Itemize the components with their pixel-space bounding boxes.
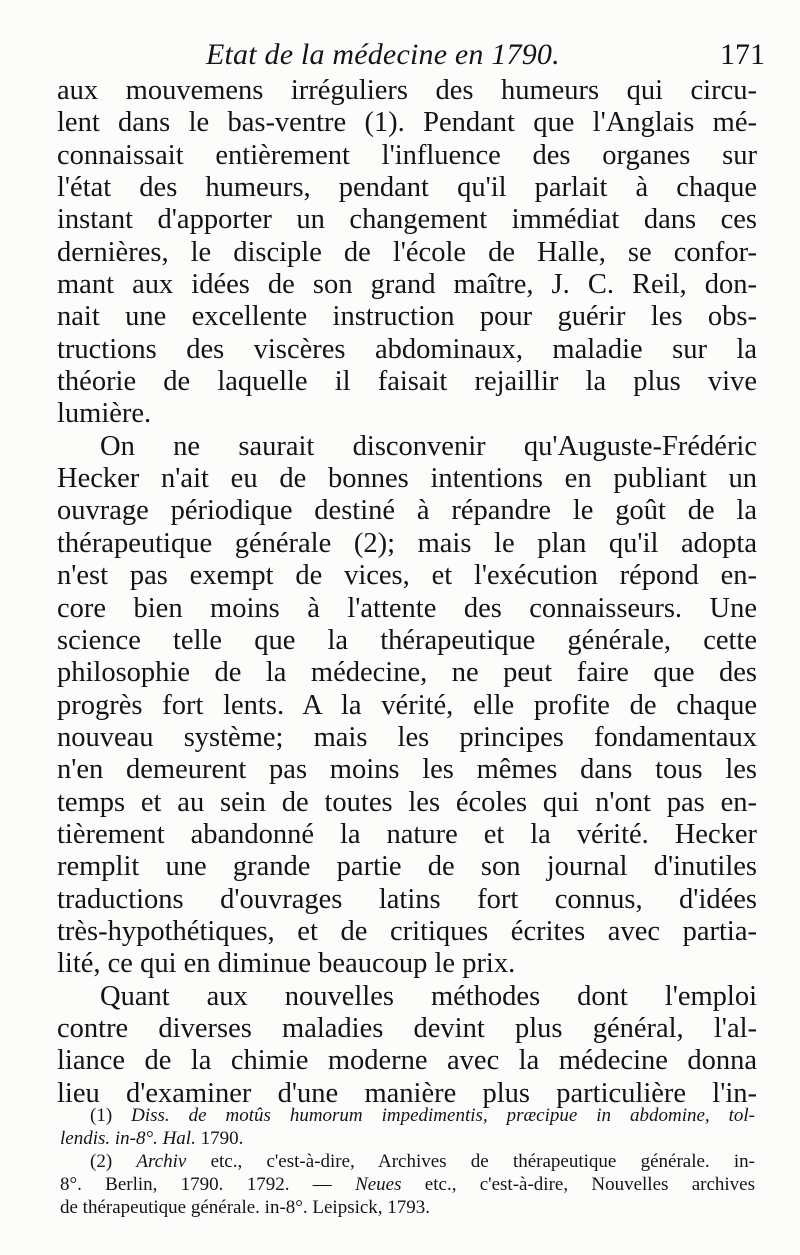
text-line: n'en demeurent pas moins les mêmes dans tous les	[57, 754, 757, 786]
text-line: l'état des humeurs, pendant qu'il parlait à chaque	[57, 172, 757, 204]
running-title: Etat de la médecine en 1790.	[206, 38, 560, 71]
text-line: nouveau système; mais les principes fondamentaux	[57, 721, 757, 753]
text-line: liance de la chimie moderne avec la médecine donna	[57, 1045, 757, 1077]
text-line: temps et au sein de toutes les écoles qui n'ont pas en-	[57, 786, 757, 818]
text-line: mant aux idées de son grand maître, J. C. Reil, don-	[57, 269, 757, 301]
text-line: instant d'apporter un changement immédiat dans ces	[57, 204, 757, 236]
paragraph-start-line: Quant aux nouvelles méthodes dont l'emploi	[100, 980, 757, 1012]
text-line: thérapeutique générale (2); mais le plan qu'il adopta	[57, 527, 757, 559]
footnote-1-title-end: lendis. in-8°. Hal.	[60, 1128, 196, 1149]
footnote-2-marker: (2)	[90, 1151, 113, 1172]
footnote-2-line-2-title: Neues	[355, 1174, 402, 1195]
footnote-2-line-1-text: etc., c'est-à-dire, Archives de thérapeutique générale. in-	[210, 1151, 756, 1172]
text-line: contre diverses maladies devint plus général, l'al-	[57, 1012, 757, 1044]
footnotes	[60, 1104, 755, 1219]
text-line: Hecker n'ait eu de bonnes intentions en publiant un	[57, 463, 757, 495]
footnote-2-line-1	[60, 1150, 755, 1173]
text-line: connaissait entièrement l'influence des organes sur	[57, 139, 757, 171]
footnote-1-title: Diss. de motûs humorum impedimentis, præcipue in abdomine, tol-	[131, 1105, 756, 1126]
page-number: 171	[720, 38, 765, 71]
footnote-1-line-2	[60, 1127, 755, 1150]
footnote-2-line-2-start: 8°. Berlin, 1790. 1792. —	[60, 1174, 332, 1195]
text-line: tructions des viscères abdominaux, maladie sur la	[57, 333, 757, 365]
text-line: nait une excellente instruction pour guérir les obs-	[57, 301, 757, 333]
text-line: tièrement abandonné la nature et la vérité. Hecker	[57, 818, 757, 850]
footnote-2-line-2-text: etc., c'est-à-dire, Nouvelles archives	[424, 1174, 755, 1195]
body-text	[57, 75, 757, 1110]
paragraph-start-line: On ne saurait disconvenir qu'Auguste-Frédéric	[100, 430, 757, 462]
footnote-1-marker: (1)	[90, 1105, 113, 1126]
text-line: progrès fort lents. A la vérité, elle profite de chaque	[57, 689, 757, 721]
text-line: remplit une grande partie de son journal d'inutiles	[57, 851, 757, 883]
text-line: n'est pas exempt de vices, et l'exécution répond en-	[57, 560, 757, 592]
text-line: ouvrage périodique destiné à répandre le goût de la	[57, 495, 757, 527]
text-line: traductions d'ouvrages latins fort connus, d'idées	[57, 883, 757, 915]
text-line: philosophie de la médecine, ne peut faire que des	[57, 657, 757, 689]
text-line: lieu d'examiner d'une manière plus particulière l'in-	[57, 1077, 757, 1109]
text-line: lumière.	[57, 398, 152, 430]
footnote-2-title: Archiv	[136, 1151, 187, 1172]
footnote-2-line-3: de thérapeutique générale. in-8°. Leipsick, 1793.	[60, 1197, 431, 1218]
text-line: aux mouvemens irréguliers des humeurs qui circu-	[57, 75, 757, 106]
text-line: théorie de laquelle il faisait rejaillir la plus vive	[57, 366, 757, 398]
text-line: dernières, le disciple de l'école de Halle, se confor-	[57, 236, 757, 268]
footnote-1-line-1	[60, 1104, 755, 1127]
text-line: très-hypothétiques, et de critiques écrites avec partia-	[57, 915, 757, 947]
footnote-2-line-2	[60, 1173, 755, 1196]
text-line: science telle que la thérapeutique générale, cette	[57, 624, 757, 656]
text-line: lent dans le bas-ventre (1). Pendant que l'Anglais mé-	[57, 107, 757, 139]
page-header	[60, 38, 765, 78]
text-line: lité, ce qui en diminue beaucoup le prix.	[57, 948, 516, 980]
text-line: core bien moins à l'attente des connaisseurs. Une	[57, 592, 757, 624]
footnote-1-year: 1790.	[200, 1128, 244, 1149]
